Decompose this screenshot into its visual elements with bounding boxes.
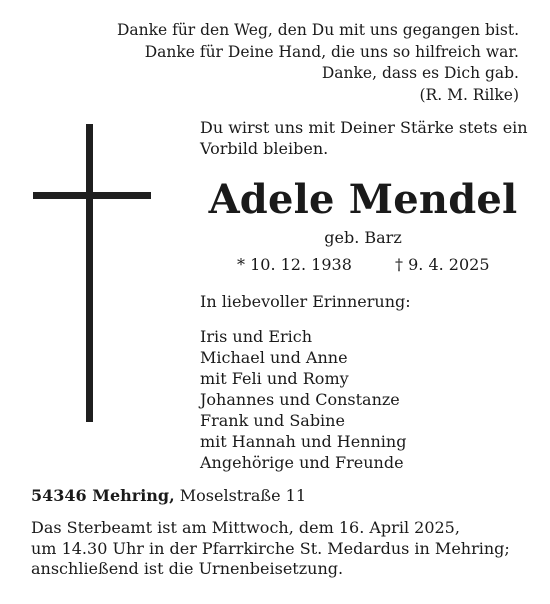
poem-line: Danke für Deine Hand, die uns so hilfreich war. [144, 42, 519, 61]
cross-horizontal-bar [33, 192, 151, 199]
list-item: mit Hannah und Henning [200, 432, 407, 451]
cross-vertical-bar [86, 124, 93, 422]
list-item: Angehörige und Freunde [200, 453, 404, 472]
list-item: Johannes und Constanze [200, 390, 400, 409]
motto [200, 117, 530, 159]
mourners-list [200, 326, 406, 473]
list-item: Iris und Erich [200, 327, 313, 346]
list-item: mit Feli und Romy [200, 369, 349, 388]
motto-line: Vorbild bleiben. [200, 139, 329, 158]
notice-line: Das Sterbeamt ist am Mittwoch, dem 16. April 2025, [31, 518, 460, 537]
notice-line: um 14.30 Uhr in der Pfarrkirche St. Medardus in Mehring; [31, 538, 510, 558]
motto-line: Du wirst uns mit Deiner Stärke stets ein [200, 118, 528, 137]
list-item: Michael und Anne [200, 348, 348, 367]
poem-quote [117, 20, 519, 106]
notice-line: anschließend ist die Urnenbeisetzung. [31, 559, 344, 578]
list-item: Frank und Sabine [200, 411, 345, 430]
address-city: 54346 Mehring, [31, 486, 175, 505]
birth-name: geb. Barz [324, 228, 402, 247]
address-street: Moselstraße 11 [179, 486, 306, 505]
address [31, 486, 306, 506]
deceased-name: Adele Mendel [208, 176, 518, 223]
death-date: † 9. 4. 2025 [395, 255, 490, 274]
mourners-intro: In liebevoller Erinnerung: [200, 292, 411, 311]
poem-line: Danke, dass es Dich gab. [321, 64, 519, 82]
birth-date: * 10. 12. 1938 [237, 255, 352, 274]
funeral-notice [31, 518, 510, 580]
poem-author: (R. M. Rilke) [419, 85, 519, 104]
poem-line: Danke für den Weg, den Du mit uns gegangen bist. [116, 21, 519, 39]
